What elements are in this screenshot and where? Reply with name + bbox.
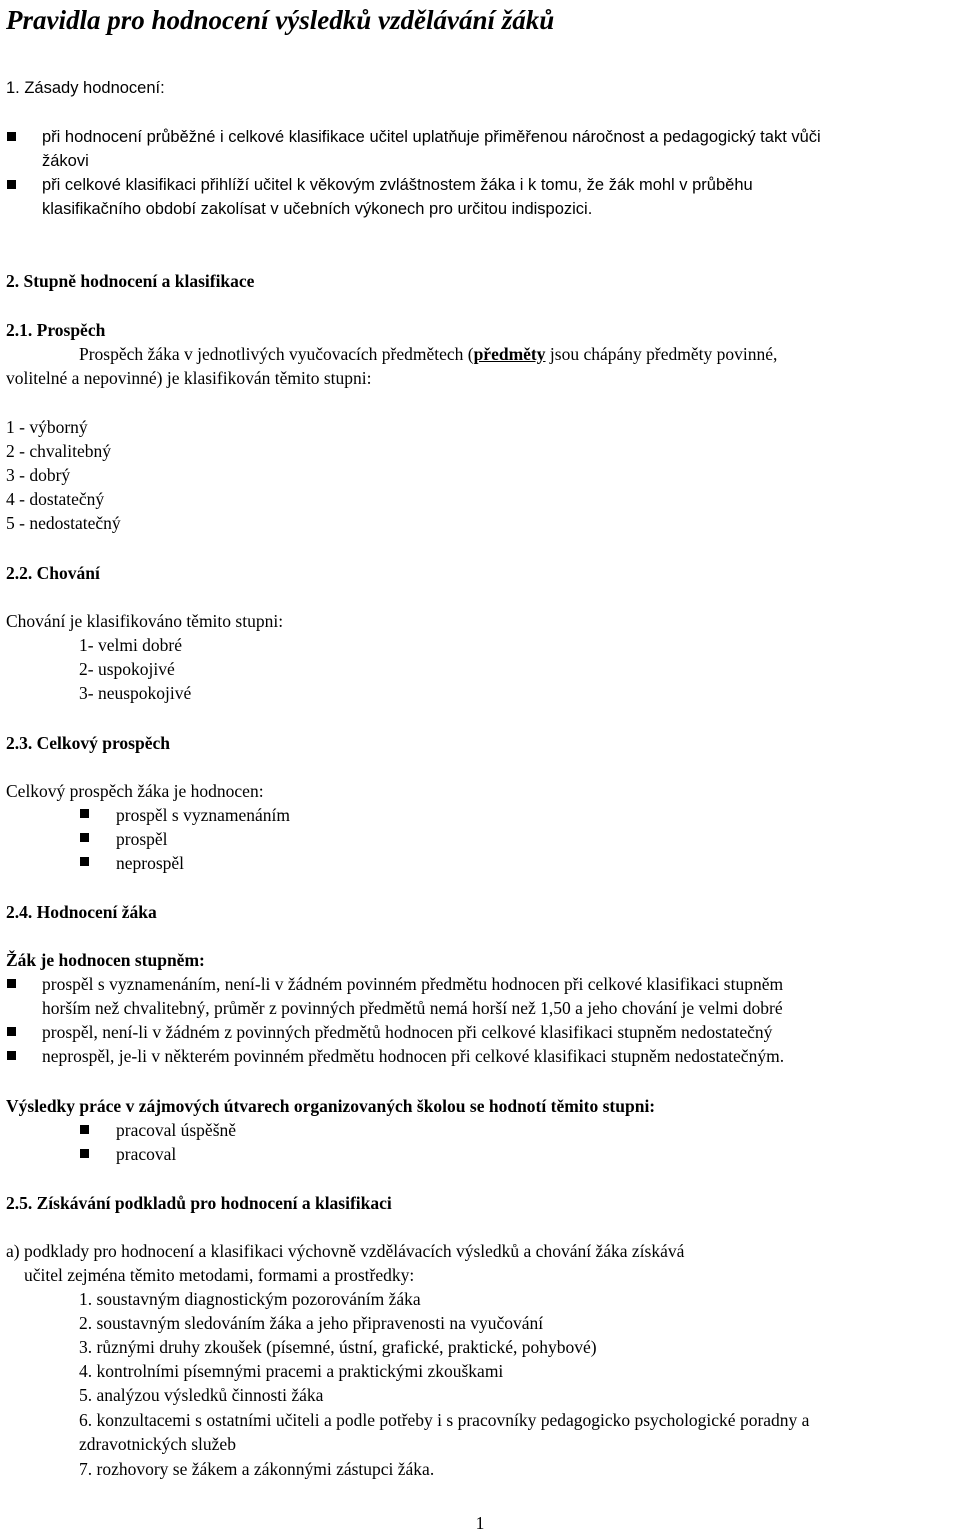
overall-result-item: neprospěl	[116, 853, 185, 873]
bullet-icon	[7, 1051, 16, 1060]
s23-intro: Celkový prospěch žáka je hodnocen:	[6, 781, 264, 801]
s24-item-1-line-2: horším než chvalitebný, průměr z povinných předmětů nemá horší než 1,50 a jeho chování je velmi dobré	[42, 998, 783, 1018]
s21-paragraph-line-1	[79, 342, 777, 366]
section-2-1-heading: 2.1. Prospěch	[6, 320, 106, 340]
interest-groups-heading: Výsledky práce v zájmových útvarech organizovaných školou se hodnotí těmito stupni:	[6, 1096, 656, 1116]
method-item: 3. různými druhy zkoušek (písemné, ústní, grafické, praktické, pohybové)	[79, 1337, 597, 1357]
grade-item: 1 - výborný	[6, 417, 88, 437]
s21-paragraph-line-2: volitelné a nepovinné) je klasifikován těmito stupni:	[6, 368, 372, 388]
overall-result-item: prospěl s vyznamenáním	[116, 805, 290, 825]
s24-subheading: Žák je hodnocen stupněm:	[6, 950, 205, 970]
bullet-icon	[80, 809, 89, 818]
bullet-icon	[7, 132, 16, 141]
page-number: 1	[475, 1513, 485, 1533]
bullet-icon	[7, 979, 16, 988]
s25-a-line-2: učitel zejména těmito metodami, formami a prostředky:	[24, 1265, 415, 1285]
s1-bullet-2-line-2: klasifikačního období zakolísat v učebních výkonech pro určitou indispozici.	[42, 200, 593, 218]
method-item: 7. rozhovory se žákem a zákonnými zástupci žáka.	[79, 1459, 435, 1479]
grade-item: 5 - nedostatečný	[6, 513, 121, 533]
s21-text-a: Prospěch žáka v jednotlivých vyučovacích předmětech (	[79, 344, 474, 364]
s1-bullet-1-line-1: při hodnocení průběžné i celkové klasifikace učitel uplatňuje přiměřenou náročnost a pedagogický takt vůči	[42, 128, 821, 146]
method-item: 1. soustavným diagnostickým pozorováním žáka	[79, 1289, 421, 1309]
grade-item: 4 - dostatečný	[6, 489, 105, 509]
s1-bullet-2-line-1: při celkové klasifikaci přihlíží učitel k věkovým zvláštnostem žáka i k tomu, že žák mohl v průběhu	[42, 176, 753, 194]
interest-group-grade: pracoval	[116, 1144, 177, 1164]
section-2-4-heading: 2.4. Hodnocení žáka	[6, 902, 157, 922]
s21-text-b: jsou chápány předměty povinné,	[545, 344, 778, 364]
section-1-heading: 1. Zásady hodnocení:	[6, 79, 165, 97]
section-2-5-heading: 2.5. Získávání podkladů pro hodnocení a klasifikaci	[6, 1193, 392, 1213]
bullet-icon	[7, 1027, 16, 1036]
s21-underlined-term: předměty	[473, 344, 546, 364]
section-2-2-heading: 2.2. Chování	[6, 563, 100, 583]
s22-intro: Chování je klasifikováno těmito stupni:	[6, 611, 284, 631]
bullet-icon	[7, 180, 16, 189]
grade-item: 3 - dobrý	[6, 465, 71, 485]
document-title: Pravidla pro hodnocení výsledků vzdělávání žáků	[6, 5, 555, 35]
bullet-icon	[80, 1125, 89, 1134]
bullet-icon	[80, 1149, 89, 1158]
s1-bullet-1-line-2: žákovi	[42, 152, 89, 170]
s24-item-2: prospěl, není-li v žádném z povinných předmětů hodnocen při celkové klasifikaci stupněm nedostatečný	[42, 1022, 773, 1042]
method-item: 5. analýzou výsledků činnosti žáka	[79, 1385, 324, 1405]
method-item: 2. soustavným sledováním žáka a jeho připravenosti na vyučování	[79, 1313, 544, 1333]
section-2-heading: 2. Stupně hodnocení a klasifikace	[6, 271, 255, 291]
behavior-grade: 2- uspokojivé	[79, 659, 175, 679]
s24-item-3: neprospěl, je-li v některém povinném předmětu hodnocen při celkové klasifikaci stupněm nedostatečným.	[42, 1046, 785, 1066]
method-item: 4. kontrolními písemnými pracemi a praktickými zkouškami	[79, 1361, 504, 1381]
bullet-icon	[80, 833, 89, 842]
interest-group-grade: pracoval úspěšně	[116, 1120, 237, 1140]
overall-result-item: prospěl	[116, 829, 168, 849]
s24-item-1-line-1: prospěl s vyznamenáním, není-li v žádném povinném předmětu hodnocen při celkové klasifikaci stupněm	[42, 974, 784, 994]
behavior-grade: 1- velmi dobré	[79, 635, 183, 655]
section-2-3-heading: 2.3. Celkový prospěch	[6, 733, 170, 753]
behavior-grade: 3- neuspokojivé	[79, 683, 192, 703]
method-item: 6. konzultacemi s ostatními učiteli a podle potřeby i s pracovníky pedagogicko psychologické poradny a	[79, 1410, 810, 1430]
method-item-continued: zdravotnických služeb	[79, 1434, 236, 1454]
bullet-icon	[80, 857, 89, 866]
s25-a-line-1: a) podklady pro hodnocení a klasifikaci výchovně vzdělávacích výsledků a chování žáka získává	[6, 1241, 685, 1261]
grade-item: 2 - chvalitebný	[6, 441, 111, 461]
